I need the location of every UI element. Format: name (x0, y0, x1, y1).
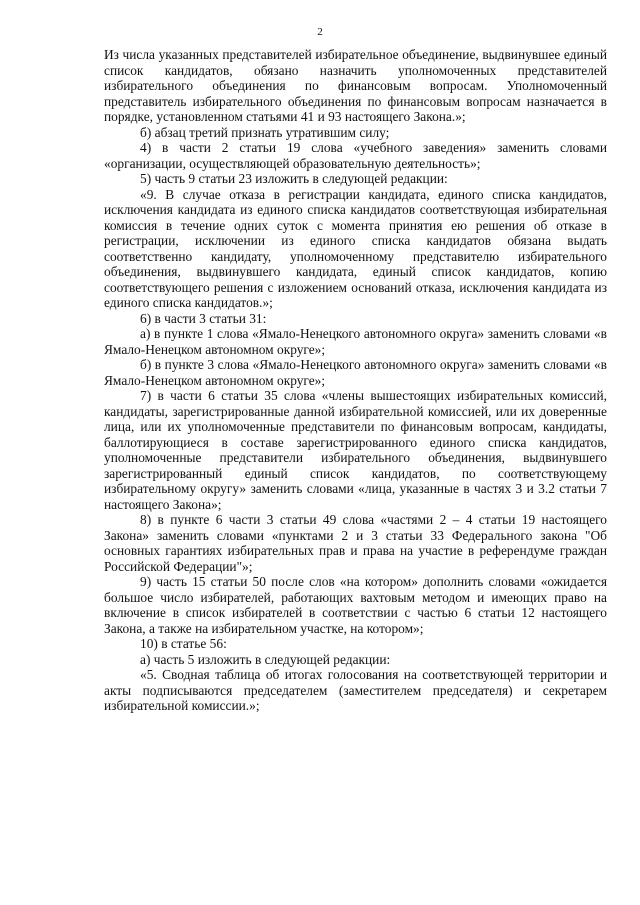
paragraph-item-9: 9) часть 15 статьи 50 после слов «на котором» дополнить словами «ожидается большое число избирателей, работающих вахтовым методом и имеющих право на включение в список избирателей в соответствии с частью 6 статьи 12 настоящего Закона, а также на избирательном участке, на котором»; (104, 574, 607, 636)
paragraph-continuation: Из числа указанных представителей избирательное объединение, выдвинувшее единый список кандидатов, обязано назначить уполномоченных представителей избирательного объединения по финансовым вопросам. Уполномоченный представитель избирательного объединения по финансовым вопросам назначается в порядке, установленном статьями 41 и 93 настоящего Закона.»; (104, 47, 607, 124)
paragraph-item-7: 7) в части 6 статьи 35 слова «члены вышестоящих избирательных комиссий, кандидаты, зарегистрированные данной избирательной комиссией, или их доверенные лица, или их уполномоченные представители по финансовым вопросам, кандидаты, баллотирующиеся в составе зарегистрированного единого списка кандидатов, уполномоченные представители избирательного объединения, выдвинувшего зарегистрированный единый список кандидатов, по соответствующему избирательному округу» заменить словами «лица, указанные в частях 3 и 3.2 статьи 7 настоящего Закона»; (104, 388, 607, 512)
paragraph-item-8: 8) в пункте 6 части 3 статьи 49 слова «частями 2 – 4 статьи 19 настоящего Закона» заменить словами «пунктами 2 и 3 статьи 33 Федерального закона "Об основных гарантиях избирательных прав и права на участие в референдуме граждан Российской Федерации"»; (104, 512, 607, 574)
paragraph-item-4: 4) в части 2 статьи 19 слова «учебного заведения» заменить словами «организации, осуществляющей образовательную деятельность»; (104, 140, 607, 171)
paragraph-item-10a: а) часть 5 изложить в следующей редакции: (140, 651, 391, 667)
paragraph-item-6: 6) в части 3 статьи 31: (140, 310, 267, 326)
paragraph-item-10: 10) в статье 56: (140, 636, 227, 651)
paragraph-item-b: б) абзац третий признать утратившим силу; (140, 124, 390, 140)
paragraph-part-5: «5. Сводная таблица об итогах голосования на соответствующей территории и акты подписываются председателем (заместителем председателя) и секретарем избирательной комиссии.»; (104, 667, 607, 713)
paragraph-item-6b: б) в пункте 3 слова «Ямало-Ненецкого автономного округа» заменить словами «в Ямало-Ненецком автономном округе»; (104, 357, 607, 388)
document-body (104, 47, 607, 714)
paragraph-item-6a: а) в пункте 1 слова «Ямало-Ненецкого автономного округа» заменить словами «в Ямало-Ненецком автономном округе»; (104, 326, 607, 357)
paragraph-part-9: «9. В случае отказа в регистрации кандидата, единого списка кандидатов, исключения кандидата из единого списка кандидатов соответствующая избирательная комиссия в течение одних суток с момента принятия ею решения об отказе в регистрации, исключении из единого списка кандидатов обязана выдать соответственно кандидату, уполномоченному представителю избирательного объединения, выдвинувшего кандидата, единый список кандидатов, копию соответствующего решения с изложением оснований отказа, исключения кандидата из единого списка кандидатов.»; (104, 186, 607, 310)
paragraph-item-5: 5) часть 9 статьи 23 изложить в следующей редакции: (140, 171, 448, 186)
page-number: 2 (317, 26, 323, 38)
